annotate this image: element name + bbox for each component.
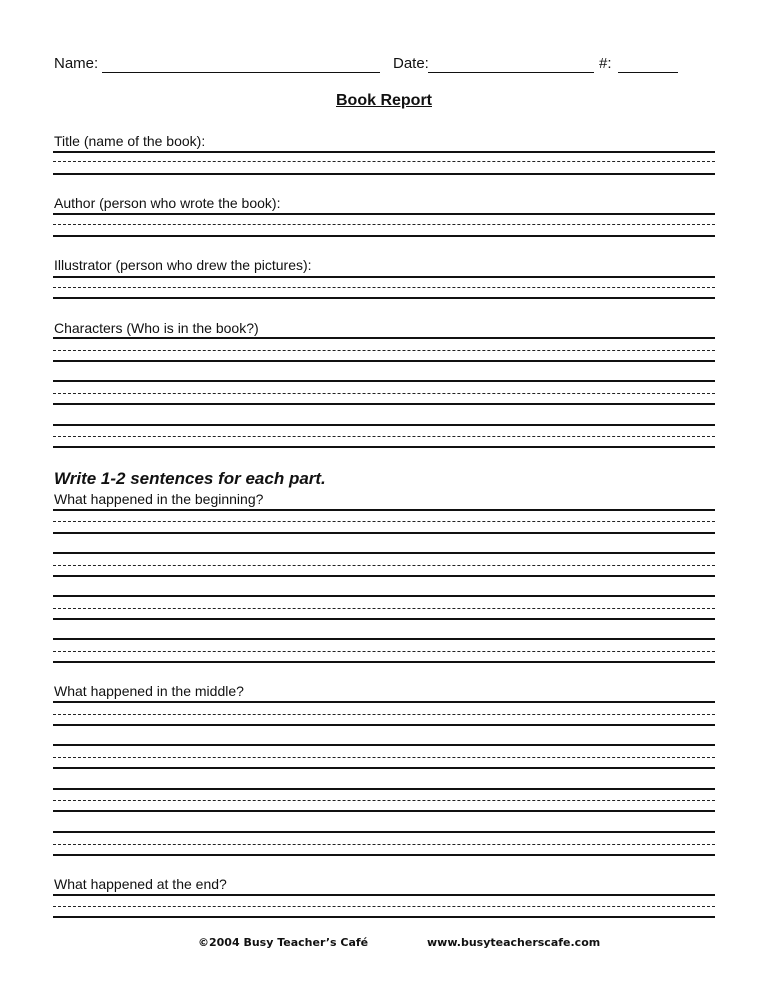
instructions-heading: Write 1-2 sentences for each part. <box>54 469 326 488</box>
author-label: Author (person who wrote the book): <box>54 195 281 211</box>
end-label: What happened at the end? <box>54 876 227 892</box>
illustrator-label: Illustrator (person who drew the pictures): <box>54 257 312 273</box>
page-title: Book Report <box>336 92 432 109</box>
date-field[interactable] <box>428 72 594 73</box>
characters-label: Characters (Who is in the book?) <box>54 320 259 336</box>
middle-label: What happened in the middle? <box>54 683 244 699</box>
number-label: #: <box>599 55 612 72</box>
beginning-label: What happened in the beginning? <box>54 491 264 507</box>
number-field[interactable] <box>618 72 678 73</box>
website-link[interactable]: www.busyteacherscafe.com <box>427 936 601 949</box>
name-field[interactable] <box>102 72 380 73</box>
name-label: Name: <box>54 55 99 72</box>
copyright-text: ©2004 Busy Teacher’s Café <box>198 936 369 949</box>
date-label: Date: <box>393 55 429 72</box>
title-label: Title (name of the book): <box>54 133 206 149</box>
